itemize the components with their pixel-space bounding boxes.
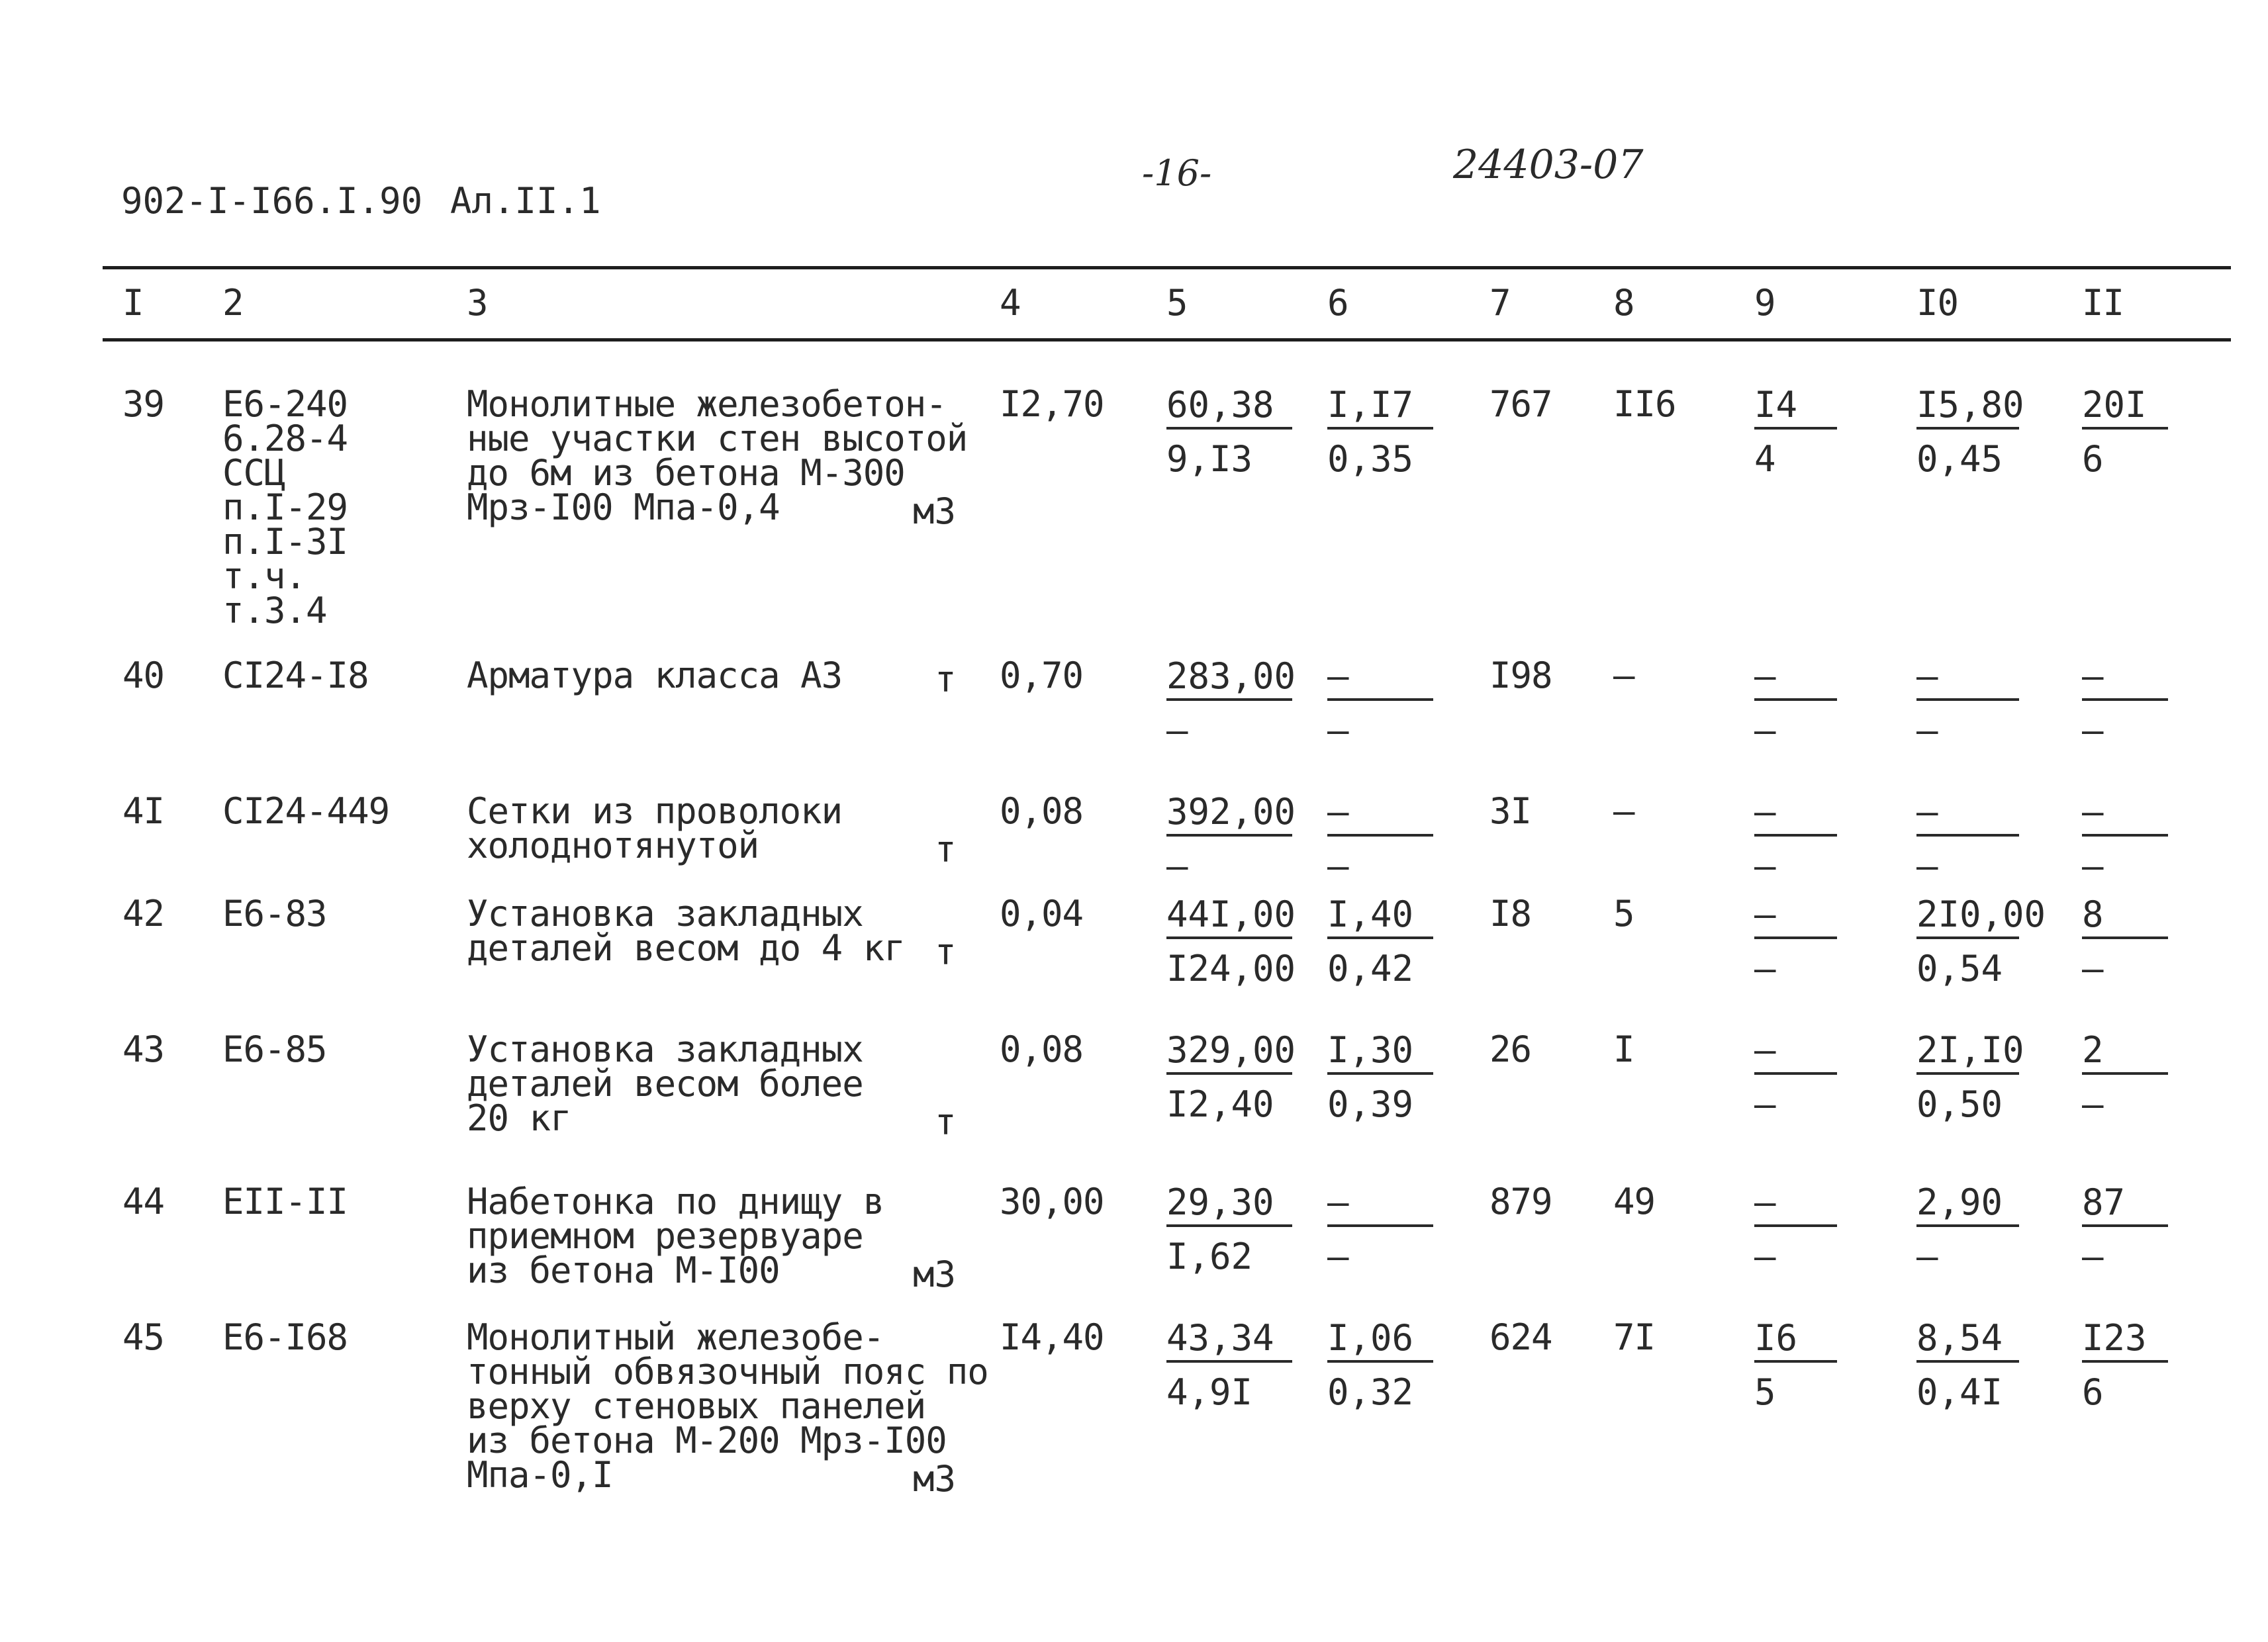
row-number: 45 — [122, 1316, 165, 1358]
fraction-col-6 — [1327, 1181, 1433, 1277]
col-7-value: I8 — [1489, 893, 1532, 935]
denominator: 6 — [2082, 1371, 2104, 1413]
denominator: 4 — [1754, 438, 1776, 480]
fraction-col-11 — [2082, 1181, 2168, 1277]
fraction-col-9 — [1754, 384, 1837, 480]
col-7-value: 26 — [1489, 1028, 1532, 1070]
numerator: – — [1916, 659, 2019, 701]
numerator: 2I,I0 — [1916, 1032, 2019, 1075]
fraction-col-10 — [1916, 893, 2046, 989]
denominator: – — [1327, 845, 1349, 887]
fraction-col-9 — [1754, 1029, 1837, 1125]
fraction-col-9 — [1754, 1317, 1837, 1413]
fraction-col-11 — [2082, 1317, 2168, 1413]
fraction-col-11 — [2082, 893, 2168, 989]
numerator: – — [1916, 794, 2019, 837]
col-7-value: 879 — [1489, 1181, 1552, 1222]
numerator: 43,34 — [1166, 1320, 1292, 1363]
column-header-11: II — [2082, 282, 2124, 324]
denominator: I2,40 — [1166, 1083, 1274, 1125]
numerator: – — [1327, 794, 1433, 837]
numerator: 283,00 — [1166, 659, 1292, 701]
norm-code: Е6-I68 — [222, 1316, 348, 1358]
denominator: I24,00 — [1166, 948, 1296, 989]
denominator: – — [2082, 948, 2104, 989]
work-name: Набетонка по днищу в приемном резервуаре из бетона М-I00 — [467, 1181, 884, 1291]
column-header-7: 7 — [1489, 282, 1511, 324]
row-number: 39 — [122, 383, 165, 425]
column-header-2: 2 — [222, 282, 244, 324]
col-7-value: 624 — [1489, 1316, 1552, 1358]
denominator: – — [1916, 1236, 1938, 1277]
numerator: 87 — [2082, 1185, 2168, 1227]
fraction-col-11 — [2082, 384, 2168, 480]
unit-of-measure: м3 — [913, 490, 957, 532]
denominator: 5 — [1754, 1371, 1776, 1413]
fraction-col-6 — [1327, 791, 1433, 887]
numerator: I,I7 — [1327, 387, 1433, 430]
col-8-value: 7I — [1613, 1316, 1656, 1358]
column-header-9: 9 — [1754, 282, 1775, 324]
row-number: 40 — [122, 655, 165, 696]
column-header-10: I0 — [1916, 282, 1959, 324]
document-code: 902-I-I66.I.90 — [121, 180, 423, 222]
numerator: I,40 — [1327, 897, 1433, 939]
numerator: – — [1754, 1032, 1837, 1075]
quantity: 0,04 — [1000, 893, 1084, 935]
fraction-col-5 — [1166, 655, 1296, 751]
header-bottom-rule — [103, 338, 2231, 342]
numerator: – — [1754, 659, 1837, 701]
unit-of-measure: т — [935, 659, 957, 700]
norm-code: СI24-449 — [222, 790, 390, 832]
denominator: – — [1166, 845, 1188, 887]
column-header-5: 5 — [1166, 282, 1188, 324]
quantity: 30,00 — [1000, 1181, 1104, 1222]
fraction-col-5 — [1166, 1029, 1296, 1125]
denominator: 0,4I — [1916, 1371, 2003, 1413]
denominator: – — [1327, 1236, 1349, 1277]
numerator: 29,30 — [1166, 1185, 1292, 1227]
quantity: 0,08 — [1000, 790, 1084, 832]
denominator: – — [2082, 1236, 2104, 1277]
fraction-col-9 — [1754, 791, 1837, 887]
denominator: 0,35 — [1327, 438, 1414, 480]
numerator: I4 — [1754, 387, 1837, 430]
numerator: – — [2082, 794, 2168, 837]
work-name: Сетки из проволоки холоднотянутой — [467, 790, 843, 866]
col-7-value: 3I — [1489, 790, 1532, 832]
norm-code: Е6-83 — [222, 893, 327, 935]
numerator: – — [1754, 1185, 1837, 1227]
col-7-value: 767 — [1489, 383, 1552, 425]
quantity: I2,70 — [1000, 383, 1104, 425]
col-8-value: II6 — [1613, 383, 1676, 425]
column-header-4: 4 — [1000, 282, 1021, 324]
denominator: 0,32 — [1327, 1371, 1414, 1413]
numerator: 2I0,00 — [1916, 897, 2019, 939]
fraction-col-5 — [1166, 384, 1292, 480]
numerator: I,06 — [1327, 1320, 1433, 1363]
unit-of-measure: т — [935, 931, 957, 973]
denominator: – — [1754, 948, 1776, 989]
denominator: – — [1754, 709, 1776, 751]
fraction-col-6 — [1327, 384, 1433, 480]
registration-stamp: 24403-07 — [1453, 142, 1644, 188]
row-number: 43 — [122, 1028, 165, 1070]
unit-of-measure: м3 — [913, 1254, 957, 1295]
denominator: I,62 — [1166, 1236, 1253, 1277]
numerator: I23 — [2082, 1320, 2168, 1363]
denominator: 0,45 — [1916, 438, 2003, 480]
numerator: 8,54 — [1916, 1320, 2019, 1363]
denominator: – — [1754, 1236, 1776, 1277]
fraction-col-10 — [1916, 655, 2019, 751]
numerator: 20I — [2082, 387, 2168, 430]
col-8-value: 49 — [1613, 1181, 1656, 1222]
fraction-col-10 — [1916, 791, 2019, 887]
album-number: Ал.II.1 — [450, 180, 601, 222]
denominator: – — [1754, 1083, 1776, 1125]
unit-of-measure: т — [935, 1101, 957, 1143]
fraction-col-10 — [1916, 384, 2024, 480]
norm-code: Е6-240 6.28-4 ССЦ п.I-29 п.I-3I т.ч. т.3.4 — [222, 383, 348, 631]
column-header-3: 3 — [467, 282, 488, 324]
column-header-6: 6 — [1327, 282, 1348, 324]
fraction-col-9 — [1754, 655, 1837, 751]
row-number: 42 — [122, 893, 165, 935]
fraction-col-5 — [1166, 1317, 1292, 1413]
table-top-rule — [103, 266, 2231, 269]
denominator: – — [1327, 709, 1349, 751]
unit-of-measure: м3 — [913, 1458, 957, 1500]
numerator: 44I,00 — [1166, 897, 1292, 939]
norm-code: СI24-I8 — [222, 655, 369, 696]
unit-of-measure: т — [935, 829, 957, 870]
row-number: 44 — [122, 1181, 165, 1222]
fraction-col-10 — [1916, 1317, 2019, 1413]
fraction-col-5 — [1166, 893, 1296, 989]
numerator: I6 — [1754, 1320, 1837, 1363]
fraction-col-11 — [2082, 1029, 2168, 1125]
col-8-value: – — [1613, 790, 1634, 832]
numerator: – — [1754, 794, 1837, 837]
numerator: – — [1327, 659, 1433, 701]
fraction-col-11 — [2082, 791, 2168, 887]
denominator: 0,42 — [1327, 948, 1414, 989]
quantity: I4,40 — [1000, 1316, 1104, 1358]
numerator: – — [2082, 659, 2168, 701]
col-8-value: – — [1613, 655, 1634, 696]
page-number: -16- — [1142, 152, 1212, 194]
denominator: – — [1166, 709, 1188, 751]
fraction-col-6 — [1327, 893, 1433, 989]
column-header-1: I — [122, 282, 144, 324]
denominator: – — [1916, 845, 1938, 887]
numerator: I,30 — [1327, 1032, 1433, 1075]
fraction-col-6 — [1327, 655, 1433, 751]
denominator: – — [2082, 845, 2104, 887]
column-header-8: 8 — [1613, 282, 1634, 324]
numerator: I5,80 — [1916, 387, 2019, 430]
col-7-value: I98 — [1489, 655, 1552, 696]
denominator: – — [1916, 709, 1938, 751]
numerator: 329,00 — [1166, 1032, 1292, 1075]
fraction-col-11 — [2082, 655, 2168, 751]
denominator: – — [2082, 1083, 2104, 1125]
quantity: 0,70 — [1000, 655, 1084, 696]
numerator: 2,90 — [1916, 1185, 2019, 1227]
denominator: – — [2082, 709, 2104, 751]
work-name: Арматура класса А3 — [467, 655, 843, 696]
fraction-col-5 — [1166, 1181, 1292, 1277]
fraction-col-6 — [1327, 1029, 1433, 1125]
denominator: 6 — [2082, 438, 2104, 480]
row-number: 4I — [122, 790, 165, 832]
col-8-value: 5 — [1613, 893, 1634, 935]
fraction-col-10 — [1916, 1029, 2024, 1125]
work-name: Монолитный железобе- тонный обвязочный пояс по верху стеновых панелей из бетона М-200 Мрз-I00 Мпа-0,I — [467, 1316, 988, 1496]
numerator: 60,38 — [1166, 387, 1292, 430]
numerator: 2 — [2082, 1032, 2168, 1075]
norm-code: ЕII-II — [222, 1181, 348, 1222]
numerator: 392,00 — [1166, 794, 1292, 837]
fraction-col-5 — [1166, 791, 1296, 887]
denominator: 9,I3 — [1166, 438, 1253, 480]
numerator: 8 — [2082, 897, 2168, 939]
work-name: Установка закладных деталей весом до 4 кг — [467, 893, 905, 969]
work-name: Установка закладных деталей весом более 20 кг — [467, 1028, 863, 1139]
denominator: 0,54 — [1916, 948, 2003, 989]
denominator: 0,50 — [1916, 1083, 2003, 1125]
work-name: Монолитные железобетон- ные участки стен высотой до 6м из бетона М-300 Мрз-I00 Мпа-0,4 — [467, 383, 968, 528]
fraction-col-9 — [1754, 893, 1837, 989]
denominator: – — [1754, 845, 1776, 887]
quantity: 0,08 — [1000, 1028, 1084, 1070]
fraction-col-10 — [1916, 1181, 2019, 1277]
fraction-col-9 — [1754, 1181, 1837, 1277]
denominator: 0,39 — [1327, 1083, 1414, 1125]
numerator: – — [1327, 1185, 1433, 1227]
numerator: – — [1754, 897, 1837, 939]
norm-code: Е6-85 — [222, 1028, 327, 1070]
fraction-col-6 — [1327, 1317, 1433, 1413]
denominator: 4,9I — [1166, 1371, 1253, 1413]
col-8-value: I — [1613, 1028, 1634, 1070]
